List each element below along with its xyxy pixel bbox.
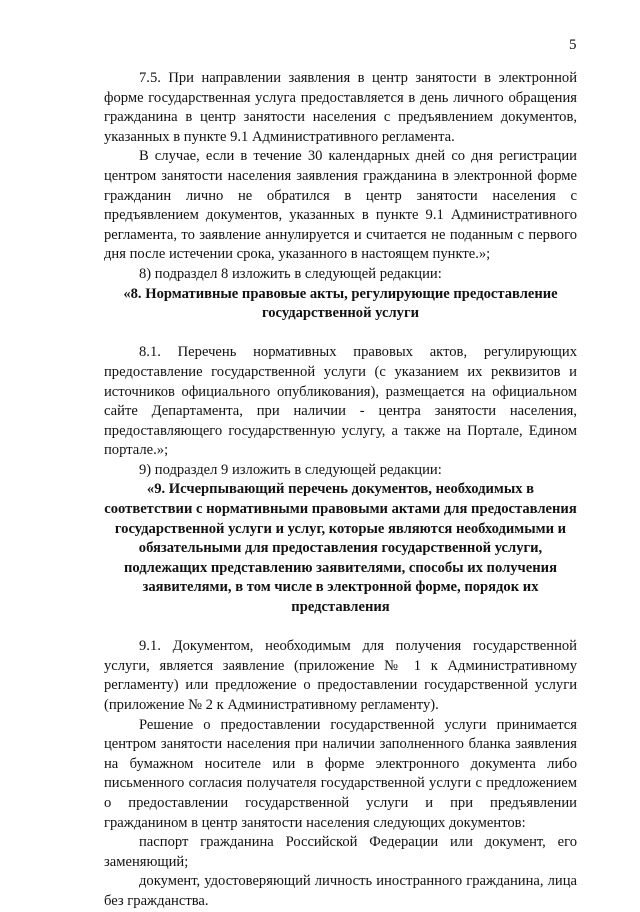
heading-section-8: «8. Нормативные правовые акты, регулирующие предоставление государственной услуги — [123, 285, 558, 322]
page-number: 5 — [569, 37, 577, 53]
paragraph-8-1: 8.1. Перечень нормативных правовых актов, регулирующих предоставление государственной услуги (с указанием их реквизитов и источников официального опубликования), размещается на официальном сайте Департамента, при наличии - центра занятости населения, предоставляющего государственную услугу, а также на Портале, Едином портале.»; — [104, 344, 577, 459]
paragraph-subsection-8-intro: 8) подраздел 8 изложить в следующей редакции: — [139, 265, 442, 282]
document-body — [104, 69, 577, 912]
spacer — [104, 324, 577, 344]
paragraph-decision: Решение о предоставлении государственной услуги принимается центром занятости населения при наличии заполненного бланка заявления на бумажном носителе или в форме электронного документа либо письменного согласия получателя государственной услуги с предложением о предоставлении государственной услуги и при предъявлении гражданином в центр занятости населения следующих документов: — [104, 716, 577, 831]
spacer — [104, 618, 577, 638]
paragraph-subsection-9-intro: 9) подраздел 9 изложить в следующей редакции: — [139, 461, 442, 478]
paragraph-identity-document: документ, удостоверяющий личность иностранного гражданина, лица без гражданства. — [104, 873, 577, 909]
paragraph-9-1: 9.1. Документом, необходимым для получения государственной услуги, является заявление (приложение № 1 к Административному регламенту) или предложение о предоставлении государственной услуги (приложение № 2 к Административному регламенту). — [104, 638, 577, 713]
paragraph-7-5: 7.5. При направлении заявления в центр занятости в электронной форме государственная услуга предоставляется в день личного обращения гражданина в центр занятости населения с предъявлением документов, указанных в пункте 9.1 Административного регламента. — [104, 70, 577, 145]
heading-section-9: «9. Исчерпывающий перечень документов, необходимых в соответствии с нормативными правовыми актами для предоставления государственной услуги и услуг, которые являются необходимыми и обязательными для предоставления государственной услуги, подлежащих представлению заявителями, способы их получения заявителями, в том числе в электронной форме, порядок их представления — [104, 481, 577, 616]
paragraph-30-days: В случае, если в течение 30 календарных дней со дня регистрации центром занятости населения заявления гражданина в электронной форме гражданин лично не обратился в центр занятости населения с предъявлением документов, указанных в пункте 9.1 Административного регламента, то заявление аннулируется и считается не поданным с первого дня после истечении срока, указанного в настоящем пункте.»; — [104, 148, 577, 263]
paragraph-passport: паспорт гражданина Российской Федерации или документ, его заменяющий; — [104, 834, 577, 870]
